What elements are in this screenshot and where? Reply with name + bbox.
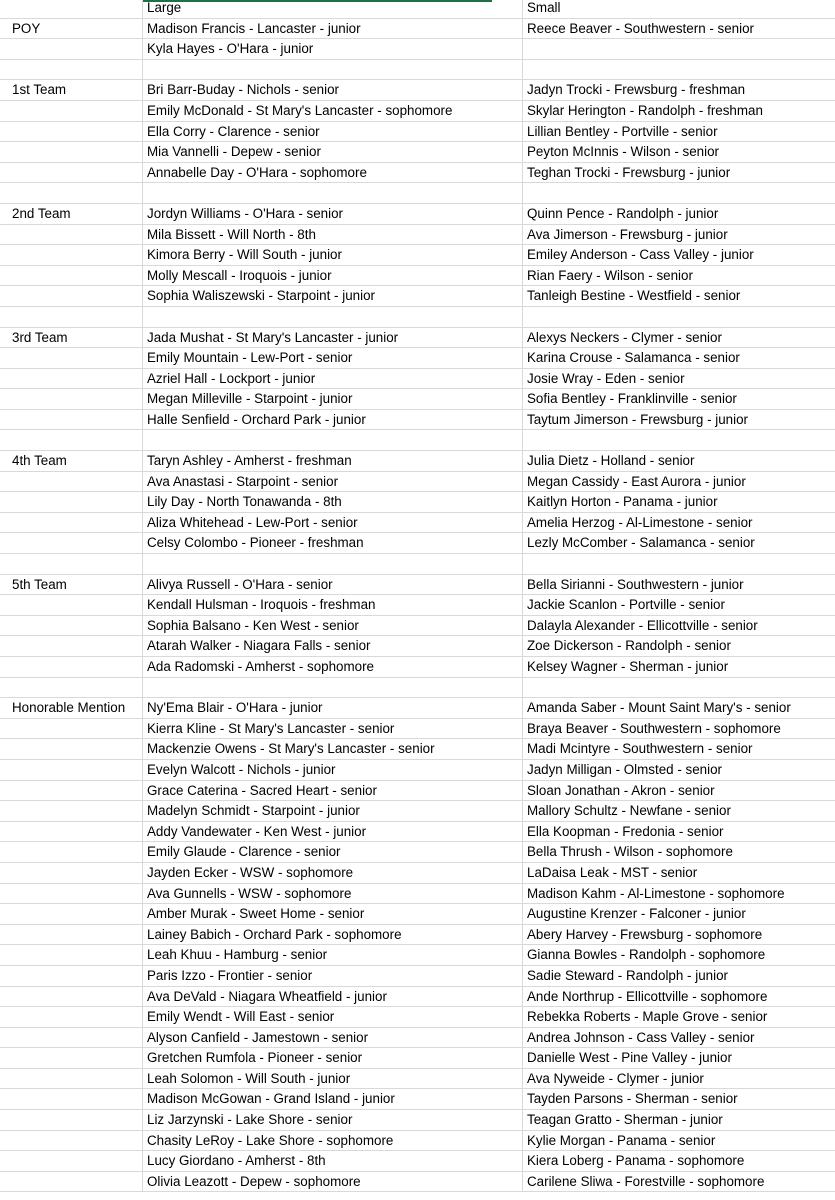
table-row bbox=[0, 781, 835, 802]
cell-large[interactable]: Molly Mescall - Iroquois - junior bbox=[142, 266, 522, 286]
cell-small[interactable]: Bella Sirianni - Southwestern - junior bbox=[522, 575, 835, 595]
cell-small[interactable]: Jadyn Trocki - Frewsburg - freshman bbox=[522, 80, 835, 100]
table-row bbox=[0, 410, 835, 431]
table-row bbox=[0, 513, 835, 534]
cell-label[interactable] bbox=[8, 739, 142, 759]
cell-label[interactable]: 5th Team bbox=[12, 576, 67, 592]
cell-large[interactable]: Ada Radomski - Amherst - sophomore bbox=[142, 657, 522, 677]
table-row bbox=[0, 842, 835, 863]
cell-large[interactable]: Leah Solomon - Will South - junior bbox=[142, 1069, 522, 1089]
cell-large[interactable] bbox=[142, 430, 522, 450]
cell-large[interactable] bbox=[142, 554, 522, 574]
table-row bbox=[0, 451, 835, 472]
cell-small[interactable]: Ava Jimerson - Frewsburg - junior bbox=[522, 225, 835, 245]
cell-large[interactable]: Kimora Berry - Will South - junior bbox=[142, 245, 522, 265]
cell-small[interactable]: Ande Northrup - Ellicottville - sophomore bbox=[522, 987, 835, 1007]
table-row bbox=[0, 39, 835, 60]
table-row bbox=[0, 698, 835, 719]
cell-label[interactable] bbox=[8, 1131, 142, 1151]
cell-label[interactable] bbox=[8, 636, 142, 656]
cell-small[interactable]: Sloan Jonathan - Akron - senior bbox=[522, 781, 835, 801]
cell-label[interactable] bbox=[8, 616, 142, 636]
table-row bbox=[0, 122, 835, 143]
cell-label[interactable] bbox=[8, 1048, 142, 1068]
cell-small[interactable]: Abery Harvey - Frewsburg - sophomore bbox=[522, 925, 835, 945]
cell-small[interactable]: Tayden Parsons - Sherman - senior bbox=[522, 1089, 835, 1109]
cell-label[interactable] bbox=[8, 183, 142, 203]
cell-small[interactable] bbox=[522, 430, 835, 450]
cell-large[interactable]: Evelyn Walcott - Nichols - junior bbox=[142, 760, 522, 780]
table-row bbox=[0, 163, 835, 184]
table-row bbox=[0, 245, 835, 266]
cell-small[interactable]: Megan Cassidy - East Aurora - junior bbox=[522, 472, 835, 492]
table-row bbox=[0, 101, 835, 122]
cell-large[interactable] bbox=[142, 678, 522, 698]
cell-small[interactable]: Amelia Herzog - Al-Limestone - senior bbox=[522, 513, 835, 533]
cell-small[interactable]: Madison Kahm - Al-Limestone - sophomore bbox=[522, 884, 835, 904]
table-row bbox=[0, 657, 835, 678]
cell-small[interactable]: Rian Faery - Wilson - senior bbox=[522, 266, 835, 286]
table-row bbox=[0, 616, 835, 637]
cell-small[interactable]: Sofia Bentley - Franklinville - senior bbox=[522, 389, 835, 409]
cell-small[interactable]: Alexys Neckers - Clymer - senior bbox=[522, 328, 835, 348]
table-row bbox=[0, 719, 835, 740]
table-row bbox=[0, 328, 835, 349]
cell-small[interactable]: Skylar Herington - Randolph - freshman bbox=[522, 101, 835, 121]
cell-large[interactable]: Kendall Hulsman - Iroquois - freshman bbox=[142, 595, 522, 615]
cell-label[interactable] bbox=[8, 1069, 142, 1089]
table-row bbox=[0, 142, 835, 163]
cell-small[interactable] bbox=[522, 307, 835, 327]
cell-small[interactable]: Lillian Bentley - Portville - senior bbox=[522, 122, 835, 142]
cell-large[interactable]: Madison Francis - Lancaster - junior bbox=[142, 19, 522, 39]
cell-small[interactable]: Quinn Pence - Randolph - junior bbox=[522, 204, 835, 224]
cell-label[interactable] bbox=[8, 389, 142, 409]
cell-label[interactable] bbox=[8, 142, 142, 162]
header-cell-label[interactable] bbox=[8, 0, 142, 18]
cell-large[interactable]: Chasity LeRoy - Lake Shore - sophomore bbox=[142, 1131, 522, 1151]
cell-large[interactable]: Jordyn Williams - O'Hara - senior bbox=[142, 204, 522, 224]
table-row bbox=[0, 60, 835, 81]
cell-small[interactable]: Teghan Trocki - Frewsburg - junior bbox=[522, 163, 835, 183]
cell-large[interactable]: Madison McGowan - Grand Island - junior bbox=[142, 1089, 522, 1109]
cell-small[interactable]: Ava Nyweide - Clymer - junior bbox=[522, 1069, 835, 1089]
cell-large[interactable]: Amber Murak - Sweet Home - senior bbox=[142, 904, 522, 924]
cell-large[interactable]: Addy Vandewater - Ken West - junior bbox=[142, 822, 522, 842]
cell-small[interactable]: Andrea Johnson - Cass Valley - senior bbox=[522, 1028, 835, 1048]
cell-label[interactable] bbox=[8, 492, 142, 512]
cell-label[interactable] bbox=[8, 348, 142, 368]
cell-small[interactable]: Amanda Saber - Mount Saint Mary's - senior bbox=[522, 698, 835, 718]
table-row bbox=[0, 739, 835, 760]
cell-label[interactable]: POY bbox=[12, 20, 41, 36]
cell-small[interactable]: Jackie Scanlon - Portville - senior bbox=[522, 595, 835, 615]
table-row bbox=[0, 80, 835, 101]
cell-large[interactable]: Lucy Giordano - Amherst - 8th bbox=[142, 1151, 522, 1171]
cell-small[interactable]: Rebekka Roberts - Maple Grove - senior bbox=[522, 1007, 835, 1027]
cell-large[interactable]: Madelyn Schmidt - Starpoint - junior bbox=[142, 801, 522, 821]
table-row bbox=[0, 595, 835, 616]
cell-label[interactable] bbox=[8, 307, 142, 327]
cell-large[interactable]: Annabelle Day - O'Hara - sophomore bbox=[142, 163, 522, 183]
table-row bbox=[0, 348, 835, 369]
table-row bbox=[0, 1110, 835, 1131]
table-row bbox=[0, 575, 835, 596]
cell-large[interactable]: Aliza Whitehead - Lew-Port - senior bbox=[142, 513, 522, 533]
cell-label[interactable] bbox=[8, 1007, 142, 1027]
table-row bbox=[0, 472, 835, 493]
cell-large[interactable]: Olivia Leazott - Depew - sophomore bbox=[142, 1172, 522, 1192]
cell-label[interactable]: 2nd Team bbox=[12, 205, 71, 221]
cell-label[interactable] bbox=[8, 801, 142, 821]
table-row bbox=[0, 225, 835, 246]
cell-large[interactable]: Jada Mushat - St Mary's Lancaster - junior bbox=[142, 328, 522, 348]
cell-label[interactable] bbox=[8, 554, 142, 574]
table-row bbox=[0, 801, 835, 822]
cell-label[interactable]: 4th Team bbox=[12, 453, 67, 469]
cell-large[interactable]: Liz Jarzynski - Lake Shore - senior bbox=[142, 1110, 522, 1130]
cell-small[interactable]: Augustine Krenzer - Falconer - junior bbox=[522, 904, 835, 924]
table-row bbox=[0, 183, 835, 204]
cell-large[interactable]: Ava DeVald - Niagara Wheatfield - junior bbox=[142, 987, 522, 1007]
header-row bbox=[0, 0, 835, 19]
cell-label[interactable] bbox=[8, 369, 142, 389]
table-row bbox=[0, 1089, 835, 1110]
cell-label[interactable] bbox=[8, 39, 142, 59]
cell-label[interactable] bbox=[8, 286, 142, 306]
table-row bbox=[0, 822, 835, 843]
cell-small[interactable]: LaDaisa Leak - MST - senior bbox=[522, 863, 835, 883]
table-row bbox=[0, 760, 835, 781]
cell-label[interactable] bbox=[8, 822, 142, 842]
table-row bbox=[0, 966, 835, 987]
table-row bbox=[0, 286, 835, 307]
cell-label[interactable] bbox=[8, 987, 142, 1007]
cell-large[interactable]: Taryn Ashley - Amherst - freshman bbox=[142, 451, 522, 471]
cell-small[interactable]: Tanleigh Bestine - Westfield - senior bbox=[522, 286, 835, 306]
cell-large[interactable]: Mackenzie Owens - St Mary's Lancaster - senior bbox=[142, 739, 522, 759]
table-row bbox=[0, 1131, 835, 1152]
cell-small[interactable]: Carilene Sliwa - Forestville - sophomore bbox=[522, 1172, 835, 1192]
cell-label[interactable] bbox=[8, 513, 142, 533]
cell-label[interactable] bbox=[8, 245, 142, 265]
cell-label[interactable] bbox=[8, 472, 142, 492]
table-row bbox=[0, 1028, 835, 1049]
cell-large[interactable]: Paris Izzo - Frontier - senior bbox=[142, 966, 522, 986]
table-row bbox=[0, 307, 835, 328]
cell-large[interactable]: Emily Wendt - Will East - senior bbox=[142, 1007, 522, 1027]
cell-small[interactable]: Braya Beaver - Southwestern - sophomore bbox=[522, 719, 835, 739]
cell-label[interactable] bbox=[8, 760, 142, 780]
cell-large[interactable]: Ny'Ema Blair - O'Hara - junior bbox=[142, 698, 522, 718]
cell-large[interactable]: Leah Khuu - Hamburg - senior bbox=[142, 945, 522, 965]
cell-label[interactable] bbox=[8, 266, 142, 286]
cell-label[interactable] bbox=[8, 163, 142, 183]
cell-small[interactable]: Madi Mcintyre - Southwestern - senior bbox=[522, 739, 835, 759]
cell-label[interactable] bbox=[8, 719, 142, 739]
table-row bbox=[0, 492, 835, 513]
cell-label[interactable] bbox=[8, 1089, 142, 1109]
cell-label[interactable] bbox=[8, 122, 142, 142]
cell-large[interactable]: Halle Senfield - Orchard Park - junior bbox=[142, 410, 522, 430]
cell-label[interactable] bbox=[8, 101, 142, 121]
cell-small[interactable]: Kylie Morgan - Panama - senior bbox=[522, 1131, 835, 1151]
cell-label[interactable]: 1st Team bbox=[12, 82, 67, 98]
cell-label[interactable] bbox=[8, 1172, 142, 1192]
cell-large[interactable] bbox=[142, 60, 522, 80]
cell-large[interactable]: Gretchen Rumfola - Pioneer - senior bbox=[142, 1048, 522, 1068]
cell-large[interactable]: Lily Day - North Tonawanda - 8th bbox=[142, 492, 522, 512]
table-row bbox=[0, 636, 835, 657]
cell-label[interactable] bbox=[8, 430, 142, 450]
cell-label[interactable] bbox=[8, 410, 142, 430]
table-row bbox=[0, 678, 835, 699]
cell-small[interactable]: Kiera Loberg - Panama - sophomore bbox=[522, 1151, 835, 1171]
table-row bbox=[0, 554, 835, 575]
cell-large[interactable] bbox=[142, 307, 522, 327]
cell-small[interactable]: Bella Thrush - Wilson - sophomore bbox=[522, 842, 835, 862]
table-row bbox=[0, 266, 835, 287]
cell-small[interactable]: Gianna Bowles - Randolph - sophomore bbox=[522, 945, 835, 965]
cell-large[interactable]: Mia Vannelli - Depew - senior bbox=[142, 142, 522, 162]
cell-label[interactable] bbox=[8, 60, 142, 80]
cell-label[interactable] bbox=[8, 781, 142, 801]
cell-small[interactable]: Reece Beaver - Southwestern - senior bbox=[522, 19, 835, 39]
cell-large[interactable]: Emily McDonald - St Mary's Lancaster - sophomore bbox=[142, 101, 522, 121]
cell-label[interactable]: 3rd Team bbox=[12, 329, 68, 345]
cell-large[interactable]: Azriel Hall - Lockport - junior bbox=[142, 369, 522, 389]
cell-label[interactable] bbox=[8, 1028, 142, 1048]
cell-small[interactable]: Taytum Jimerson - Frewsburg - junior bbox=[522, 410, 835, 430]
cell-small[interactable]: Peyton McInnis - Wilson - senior bbox=[522, 142, 835, 162]
cell-label[interactable] bbox=[8, 657, 142, 677]
cell-large[interactable]: Alyson Canfield - Jamestown - senior bbox=[142, 1028, 522, 1048]
table-row bbox=[0, 533, 835, 554]
cell-small[interactable]: Mallory Schultz - Newfane - senior bbox=[522, 801, 835, 821]
table-row bbox=[0, 204, 835, 225]
cell-label[interactable] bbox=[8, 863, 142, 883]
cell-small[interactable]: Danielle West - Pine Valley - junior bbox=[522, 1048, 835, 1068]
cell-label[interactable] bbox=[8, 945, 142, 965]
table-row bbox=[0, 1069, 835, 1090]
cell-large[interactable]: Kyla Hayes - O'Hara - junior bbox=[142, 39, 522, 59]
cell-small[interactable] bbox=[522, 39, 835, 59]
cell-label[interactable] bbox=[8, 966, 142, 986]
cell-small[interactable]: Lezly McComber - Salamanca - senior bbox=[522, 533, 835, 553]
cell-label[interactable] bbox=[8, 1151, 142, 1171]
cell-large[interactable]: Sophia Balsano - Ken West - senior bbox=[142, 616, 522, 636]
cell-label[interactable] bbox=[8, 904, 142, 924]
data-rows bbox=[0, 19, 835, 1193]
cell-small[interactable]: Zoe Dickerson - Randolph - senior bbox=[522, 636, 835, 656]
cell-small[interactable]: Dalayla Alexander - Ellicottville - senior bbox=[522, 616, 835, 636]
table-row bbox=[0, 925, 835, 946]
table-row bbox=[0, 1048, 835, 1069]
cell-small[interactable]: Teagan Gratto - Sherman - junior bbox=[522, 1110, 835, 1130]
table-row bbox=[0, 863, 835, 884]
cell-large[interactable]: Lainey Babich - Orchard Park - sophomore bbox=[142, 925, 522, 945]
cell-large[interactable]: Ava Anastasi - Starpoint - senior bbox=[142, 472, 522, 492]
cell-small[interactable] bbox=[522, 678, 835, 698]
table-row bbox=[0, 369, 835, 390]
cell-large[interactable]: Kierra Kline - St Mary's Lancaster - senior bbox=[142, 719, 522, 739]
cell-large[interactable]: Alivya Russell - O'Hara - senior bbox=[142, 575, 522, 595]
cell-label[interactable] bbox=[8, 1110, 142, 1130]
cell-small[interactable]: Kelsey Wagner - Sherman - junior bbox=[522, 657, 835, 677]
cell-large[interactable] bbox=[142, 183, 522, 203]
cell-label[interactable] bbox=[8, 225, 142, 245]
header-cell-small[interactable]: Small bbox=[522, 0, 835, 18]
cell-small[interactable]: Julia Dietz - Holland - senior bbox=[522, 451, 835, 471]
cell-large[interactable]: Ava Gunnells - WSW - sophomore bbox=[142, 884, 522, 904]
cell-large[interactable]: Celsy Colombo - Pioneer - freshman bbox=[142, 533, 522, 553]
cell-small[interactable] bbox=[522, 554, 835, 574]
cell-large[interactable]: Ella Corry - Clarence - senior bbox=[142, 122, 522, 142]
table-row bbox=[0, 389, 835, 410]
table-row bbox=[0, 1151, 835, 1172]
cell-small[interactable]: Karina Crouse - Salamanca - senior bbox=[522, 348, 835, 368]
table-row bbox=[0, 884, 835, 905]
cell-large[interactable]: Megan Milleville - Starpoint - junior bbox=[142, 389, 522, 409]
cell-label[interactable] bbox=[8, 678, 142, 698]
table-row bbox=[0, 987, 835, 1008]
table-row bbox=[0, 904, 835, 925]
cell-large[interactable]: Jayden Ecker - WSW - sophomore bbox=[142, 863, 522, 883]
table-row bbox=[0, 430, 835, 451]
cell-large[interactable]: Sophia Waliszewski - Starpoint - junior bbox=[142, 286, 522, 306]
cell-label[interactable] bbox=[8, 925, 142, 945]
table-row bbox=[0, 1007, 835, 1028]
cell-label[interactable] bbox=[8, 884, 142, 904]
table-row bbox=[0, 1172, 835, 1193]
cell-label[interactable] bbox=[8, 595, 142, 615]
header-cell-large[interactable]: Large bbox=[142, 0, 522, 18]
cell-small[interactable]: Kaitlyn Horton - Panama - junior bbox=[522, 492, 835, 512]
cell-small[interactable]: Sadie Steward - Randolph - junior bbox=[522, 966, 835, 986]
table-row bbox=[0, 19, 835, 40]
cell-large[interactable]: Grace Caterina - Sacred Heart - senior bbox=[142, 781, 522, 801]
cell-large[interactable]: Atarah Walker - Niagara Falls - senior bbox=[142, 636, 522, 656]
cell-label[interactable] bbox=[8, 842, 142, 862]
cell-label[interactable] bbox=[8, 533, 142, 553]
cell-small[interactable] bbox=[522, 183, 835, 203]
cell-small[interactable]: Jadyn Milligan - Olmsted - senior bbox=[522, 760, 835, 780]
cell-large[interactable]: Mila Bissett - Will North - 8th bbox=[142, 225, 522, 245]
cell-small[interactable]: Emiley Anderson - Cass Valley - junior bbox=[522, 245, 835, 265]
cell-large[interactable]: Emily Mountain - Lew-Port - senior bbox=[142, 348, 522, 368]
cell-small[interactable]: Josie Wray - Eden - senior bbox=[522, 369, 835, 389]
cell-small[interactable]: Ella Koopman - Fredonia - senior bbox=[522, 822, 835, 842]
cell-small[interactable] bbox=[522, 60, 835, 80]
table-row bbox=[0, 945, 835, 966]
cell-large[interactable]: Emily Glaude - Clarence - senior bbox=[142, 842, 522, 862]
cell-large[interactable]: Bri Barr-Buday - Nichols - senior bbox=[142, 80, 522, 100]
cell-label[interactable]: Honorable Mention bbox=[12, 700, 126, 716]
